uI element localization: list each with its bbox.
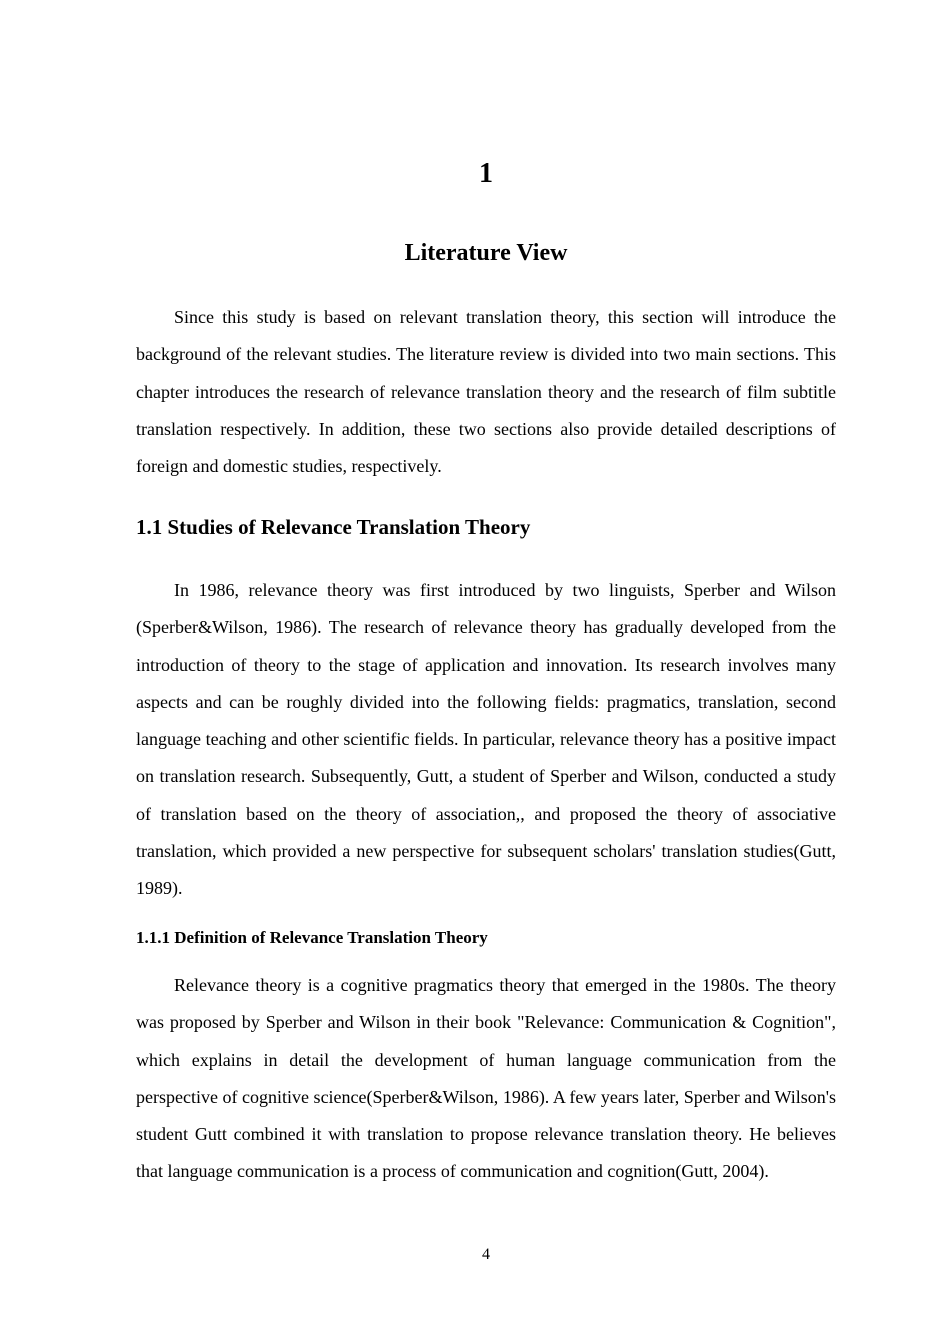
chapter-title: Literature View	[404, 240, 568, 266]
page-number: 4	[482, 1246, 490, 1263]
section-heading-1-1: 1.1 Studies of Relevance Translation Theory	[136, 515, 531, 539]
section-1-1-1-paragraph: Relevance theory is a cognitive pragmatics theory that emerged in the 1980s. The theory was proposed by Sperber and Wilson in their book "Relevance: Communication & Cognition", which explains in detail the development of human language communication from the perspective of cognitive science(Sperber&Wilson, 1986). A few years later, Sperber and Wilson's student Gutt combined it with translation to propose relevance translation theory. He believes that language communication is a process of communication and cognition(Gutt, 2004).	[136, 975, 836, 1182]
section-1-1-paragraph: In 1986, relevance theory was first introduced by two linguists, Sperber and Wilson (Sperber&Wilson, 1986). The research of relevance theory has gradually developed from the introduction of theory to the stage of application and innovation. Its research involves many aspects and can be roughly divided into the following fields: pragmatics, translation, second language teaching and other scientific fields. In particular, relevance theory has a positive impact on translation research. Subsequently, Gutt, a student of Sperber and Wilson, conducted a study of translation based on the theory of association,, and proposed the theory of associative translation, which provided a new perspective for subsequent scholars' translation studies(Gutt, 1989).	[136, 580, 836, 899]
chapter-number: 1	[479, 158, 493, 189]
intro-paragraph: Since this study is based on relevant translation theory, this section will introduce the background of the relevant studies. The literature review is divided into two main sections. This chapter introduces the research of relevance translation theory and the research of film subtitle translation respectively. In addition, these two sections also provide detailed descriptions of foreign and domestic studies, respectively.	[136, 307, 836, 477]
section-heading-1-1-1: 1.1.1 Definition of Relevance Translation Theory	[136, 928, 488, 947]
